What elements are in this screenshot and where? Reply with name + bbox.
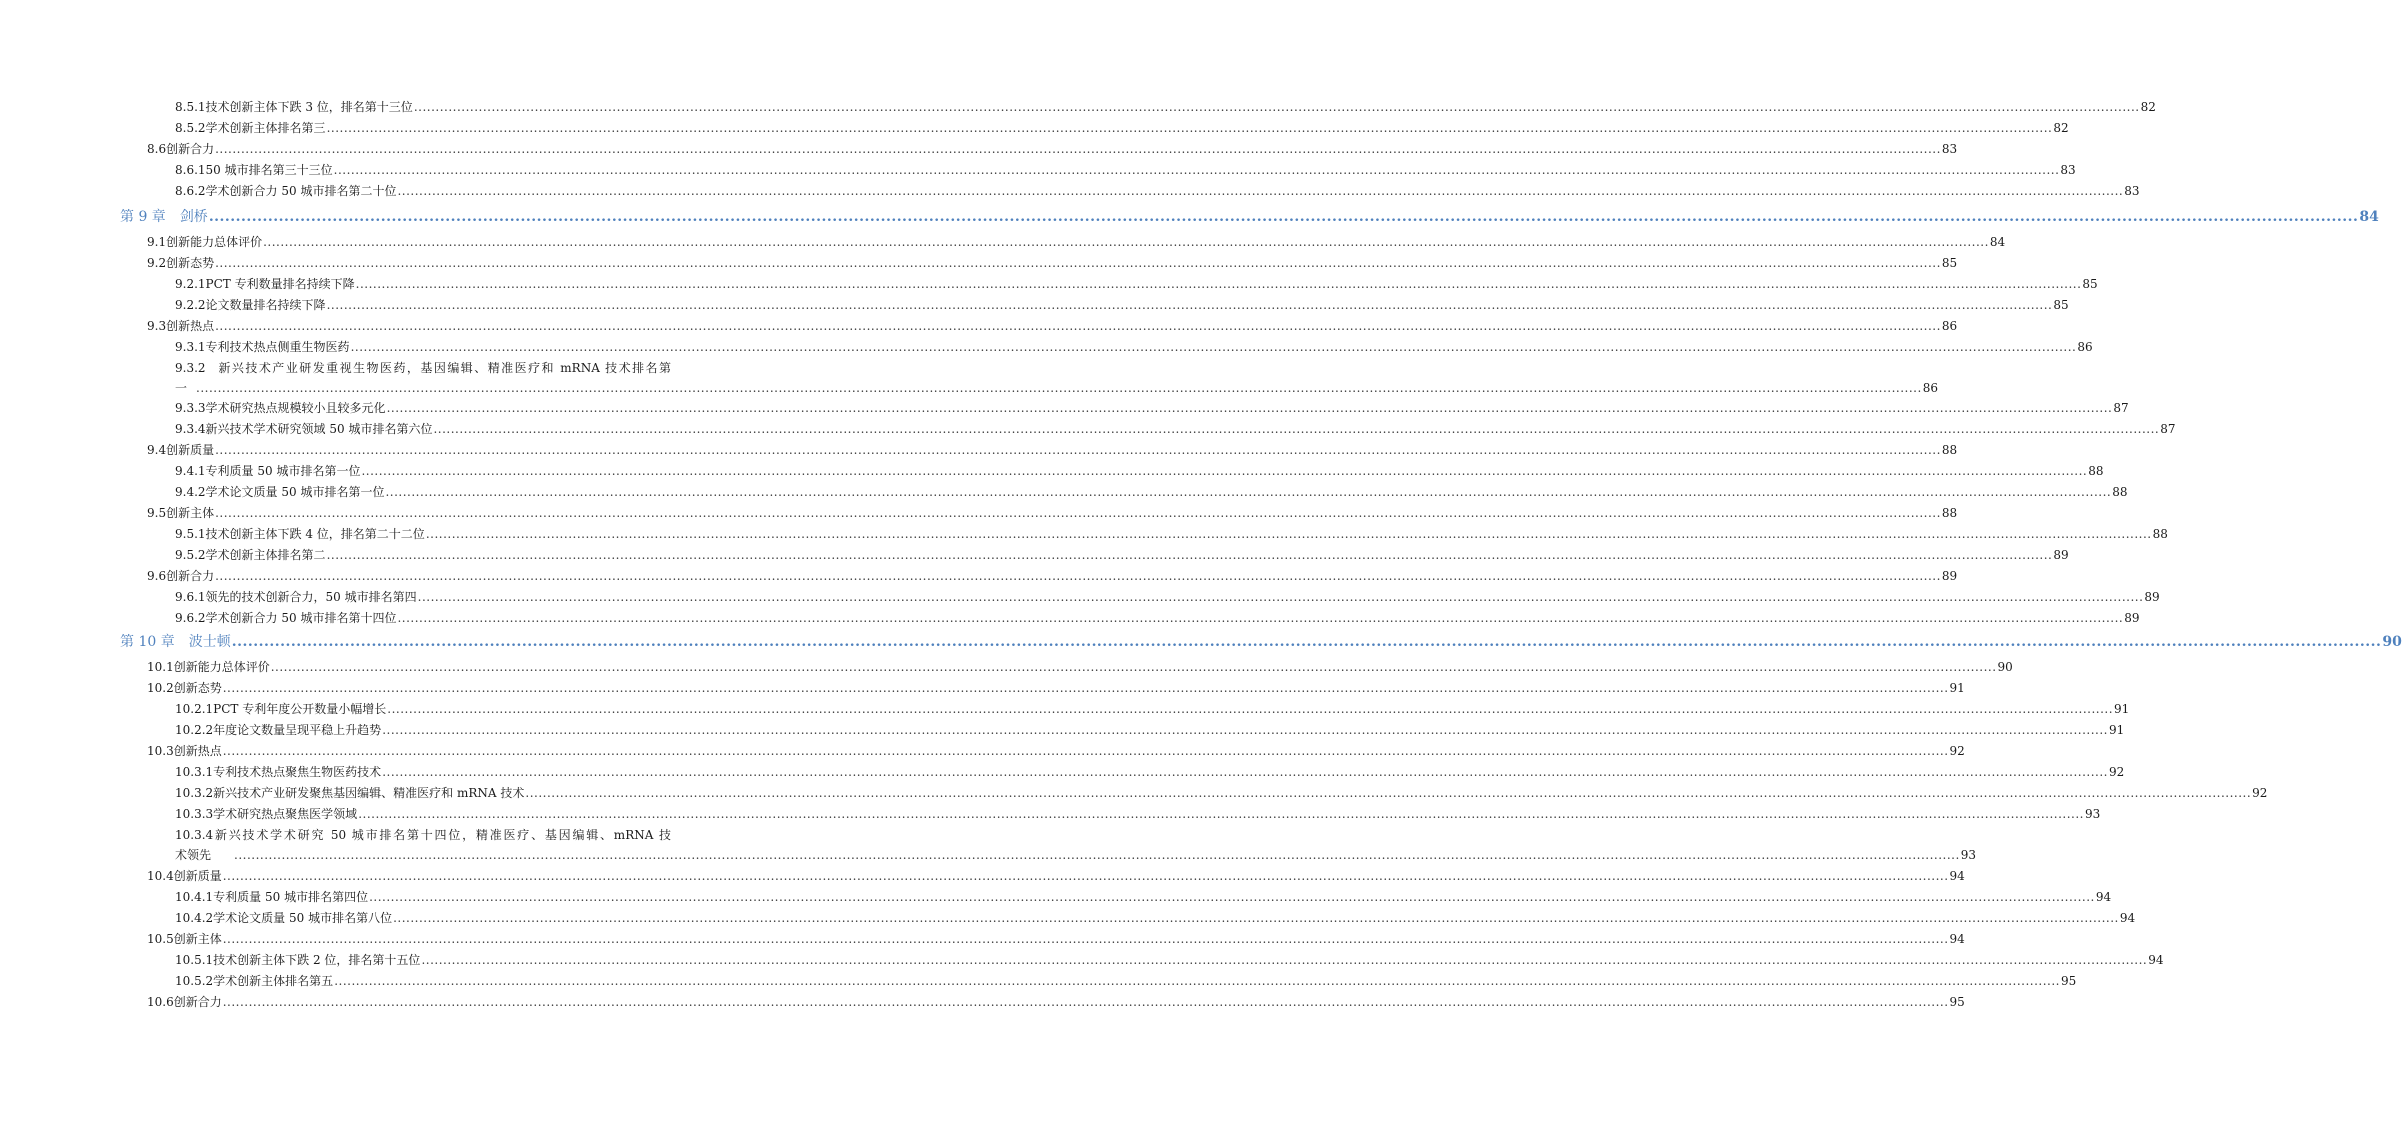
page-number: 93 <box>2084 807 2101 821</box>
toc-entry-number: 10.6 <box>147 995 174 1009</box>
toc-entry-line <box>147 566 1958 586</box>
toc-entry[interactable] <box>175 908 2136 928</box>
dot-leader: ................................................................................................................................................................................................................................................................................................................................................................................................................ <box>333 163 2060 177</box>
toc-entry[interactable] <box>147 866 1965 886</box>
toc-entry-number: 9.5 <box>147 506 167 520</box>
toc-entry[interactable] <box>175 398 2129 418</box>
toc-entry-line <box>175 608 2140 628</box>
toc-entry-title: 学术论文质量 50 城市排名第八位 <box>213 911 393 925</box>
toc-entry-line <box>175 358 671 378</box>
toc-entry-line <box>147 678 1965 698</box>
toc-entry-number: 8.5.1 <box>175 100 206 114</box>
toc-entry-line <box>175 181 2140 201</box>
dot-leader: ................................................................................................................................................................................................................................................................................................................................................................................................................ <box>215 256 1941 270</box>
toc-entry[interactable] <box>175 482 2128 502</box>
dot-leader: ................................................................................................................................................................................................................................................................................................................................................................................................................ <box>385 485 2112 499</box>
toc-entry-line <box>147 866 1965 886</box>
page-number: 86 <box>2077 340 2093 354</box>
dot-leader: ................................................................................................................................................................................................................................................................................................................................................................................................................ <box>222 681 1949 695</box>
toc-entry-line <box>147 657 2013 677</box>
toc-entry-title: 技术创新主体下跌 3 位，排名第十三位 <box>205 100 413 114</box>
toc-entry-title: 技术创新主体下跌 2 位，排名第十五位 <box>213 953 421 967</box>
toc-entry-number: 9.3 <box>147 319 167 333</box>
page-number: 86 <box>1941 319 1958 333</box>
dot-leader: ................................................................................................................................................................................................................................................................................................................................................................................................................ <box>215 319 1941 333</box>
toc-entry-title: 学术创新主体排名第三 <box>205 121 326 135</box>
dot-leader: ................................................................................................................................................................................................................................................................................................................................................................................................................ <box>417 590 2144 604</box>
toc-entry-number: 9.2 <box>147 256 167 270</box>
page-number: 85 <box>1941 256 1958 270</box>
toc-entry-number: 8.6.2 <box>175 184 206 198</box>
toc-entry-title: 50 城市排名第三十三位 <box>205 163 333 177</box>
dot-leader: ................................................................................................................................................................................................................................................................................................................................................................................................................ <box>326 298 2053 312</box>
dot-leader: ................................................................................................................................................................................................................................................................................................................................................................................................................ <box>215 142 1941 156</box>
dot-leader: ................................................................................................................................................................................................................................................................................................................................................................................................................ <box>387 702 2114 716</box>
toc-entry-title: 创新能力总体评价 <box>173 660 270 674</box>
page-number: 85 <box>2082 277 2098 291</box>
toc-entry-number: 10.2.1 <box>175 702 214 716</box>
dot-leader: ................................................................................................................................................................................................................................................................................................................................................................................................................ <box>234 848 1960 862</box>
toc-entry[interactable] <box>147 440 1958 460</box>
toc-entry[interactable] <box>147 678 1965 698</box>
dot-leader: ................................................................................................................................................................................................................................................................................................................................................................................................................ <box>382 723 2108 737</box>
toc-entry[interactable] <box>147 316 1958 336</box>
toc-entry[interactable] <box>175 608 2140 628</box>
page-number: 94 <box>2119 911 2136 925</box>
toc-entry-line <box>175 97 2156 117</box>
toc-entry[interactable] <box>175 419 2176 439</box>
dot-leader: ................................................................................................................................................................................................................................................................................................................................................................................................................ <box>208 209 2359 225</box>
toc-entry-title: 新兴技术学术研究 50 城市排名第十四位，精准医疗、基因编辑、mRNA 技 <box>213 828 671 842</box>
toc-entry-line <box>175 908 2136 928</box>
toc-entry-number: 9.3.1 <box>175 340 206 354</box>
toc-entry[interactable] <box>175 699 2130 719</box>
toc-entry-title: 论文数量排名持续下降 <box>205 298 326 312</box>
toc-entry-line <box>175 762 2125 782</box>
toc-entry-title: PCT 专利年度公开数量小幅增长 <box>213 702 387 716</box>
toc-entry[interactable] <box>175 825 1977 865</box>
toc-entry[interactable] <box>147 253 1958 273</box>
page-number: 92 <box>2108 765 2125 779</box>
dot-leader: ................................................................................................................................................................................................................................................................................................................................................................................................................ <box>413 100 2140 114</box>
dot-leader: ................................................................................................................................................................................................................................................................................................................................................................................................................ <box>369 890 2095 904</box>
toc-entry-title: 创新能力总体评价 <box>166 235 263 249</box>
dot-leader: ................................................................................................................................................................................................................................................................................................................................................................................................................ <box>215 569 1941 583</box>
page-number: 87 <box>2160 422 2176 436</box>
toc-entry-line <box>147 992 1965 1012</box>
toc-entry-title: 创新合力 <box>173 995 222 1009</box>
toc-entry-line <box>147 929 1965 949</box>
toc-entry-number: 9.2.2 <box>175 298 206 312</box>
toc-entry-line <box>175 950 2164 970</box>
toc-entry[interactable] <box>175 887 2112 907</box>
toc-entry-line <box>120 207 2379 227</box>
toc-entry-line <box>147 741 1965 761</box>
dot-leader: ................................................................................................................................................................................................................................................................................................................................................................................................................ <box>222 932 1949 946</box>
toc-entry-number: 10.3.1 <box>175 765 214 779</box>
toc-entry[interactable] <box>175 181 2140 201</box>
dot-leader: ................................................................................................................................................................................................................................................................................................................................................................................................................ <box>215 443 1941 457</box>
toc-entry-title: 创新热点 <box>166 319 215 333</box>
toc-entry-line <box>175 804 2101 824</box>
toc-entry-title: 创新态势 <box>173 681 222 695</box>
page-number: 91 <box>2108 723 2125 737</box>
page-number: 84 <box>1989 235 2006 249</box>
page-number: 89 <box>2144 590 2160 604</box>
toc-entry-number: 9.6.2 <box>175 611 206 625</box>
page-number: 88 <box>2112 485 2128 499</box>
toc-entry-line <box>147 316 1958 336</box>
toc-entry-line <box>175 160 2076 180</box>
page-number: 90 <box>2382 634 2402 650</box>
toc-entry-line <box>147 139 1958 159</box>
toc-entry-title: 新兴技术产业研发聚焦基因编辑、精准医疗和 mRNA 技术 <box>213 786 525 800</box>
page-number: 82 <box>2140 100 2156 114</box>
toc-entry-title: 新兴技术产业研发重视生物医药，基因编辑、精准医疗和 mRNA 技术排名第 <box>217 361 671 375</box>
toc-entry-title: 技术创新主体下跌 4 位，排名第二十二位 <box>205 527 425 541</box>
toc-entry-line <box>147 440 1958 460</box>
toc-entry[interactable] <box>175 545 2069 565</box>
page-number: 88 <box>1941 506 1958 520</box>
dot-leader: ................................................................................................................................................................................................................................................................................................................................................................................................................ <box>382 765 2108 779</box>
page-number: 89 <box>1941 569 1958 583</box>
toc-entry-title: 学术创新主体排名第二 <box>205 548 326 562</box>
dot-leader: ................................................................................................................................................................................................................................................................................................................................................................................................................ <box>358 807 2084 821</box>
dot-leader: ................................................................................................................................................................................................................................................................................................................................................................................................................ <box>397 611 2124 625</box>
toc-entry-title: 创新主体 <box>173 932 222 946</box>
toc-entry-title: 创新合力 <box>166 569 215 583</box>
toc-entry-line <box>175 971 2077 991</box>
toc-entry-number: 10.3.4 <box>175 828 214 842</box>
toc-entry-title: 专利技术热点聚焦生物医药技术 <box>213 765 382 779</box>
toc-entry-number: 9.4.2 <box>175 485 206 499</box>
toc-entry[interactable] <box>147 139 1958 159</box>
toc-entry-line <box>175 699 2130 719</box>
page-number: 86 <box>1922 381 1939 395</box>
chapter-entry[interactable] <box>120 632 2402 652</box>
page-number: 83 <box>1941 142 1958 156</box>
toc-entry-line <box>175 825 671 845</box>
toc-entry-title: 年度论文数量呈现平稳上升趋势 <box>213 723 382 737</box>
toc-entry[interactable] <box>175 160 2076 180</box>
toc-entry-number: 9.3.3 <box>175 401 206 415</box>
dot-leader: ................................................................................................................................................................................................................................................................................................................................................................................................................ <box>334 974 2060 988</box>
toc-entry-number: 10.3.2 <box>175 786 214 800</box>
toc-entry-line <box>147 503 1958 523</box>
dot-leader: ................................................................................................................................................................................................................................................................................................................................................................................................................ <box>215 506 1941 520</box>
toc-entry[interactable] <box>175 337 2093 357</box>
toc-entry-number: 9.2.1 <box>175 277 206 291</box>
toc-entry-number: 9.1 <box>147 235 167 249</box>
toc-entry-title: 创新热点 <box>173 744 222 758</box>
toc-entry-number: 9.4.1 <box>175 464 206 478</box>
toc-entry-title: 学术论文质量 50 城市排名第一位 <box>205 485 385 499</box>
toc-entry-title: PCT 专利数量排名持续下降 <box>205 277 355 291</box>
toc-entry-number: 9.3.2 <box>175 361 206 375</box>
toc-entry[interactable] <box>175 461 2104 481</box>
page-number: 95 <box>1949 995 1965 1009</box>
toc-entry-number: 10.4.2 <box>175 911 214 925</box>
toc-entry-number: 8.5.2 <box>175 121 206 135</box>
page-number: 88 <box>1941 443 1958 457</box>
dot-leader: ................................................................................................................................................................................................................................................................................................................................................................................................................ <box>361 464 2088 478</box>
toc-entry-title-continued: 术领先 <box>175 848 212 862</box>
dot-leader: ................................................................................................................................................................................................................................................................................................................................................................................................................ <box>433 422 2160 436</box>
toc-entry-number: 10.5 <box>147 932 174 946</box>
toc-entry-line <box>175 118 2069 138</box>
toc-entry-title: 创新态势 <box>166 256 215 270</box>
toc-entry-title: 学术创新主体排名第五 <box>213 974 334 988</box>
chapter-entry[interactable] <box>120 207 2379 227</box>
toc-entry[interactable] <box>175 97 2156 117</box>
toc-entry-line <box>175 524 2168 544</box>
page-number: 87 <box>2113 401 2129 415</box>
toc-entry-number: 9.3.4 <box>175 422 206 436</box>
toc-entry-line <box>175 274 2098 294</box>
toc-entry[interactable] <box>175 762 2125 782</box>
toc-entry-title: 专利质量 50 城市排名第一位 <box>205 464 361 478</box>
chapter-title: 剑桥 <box>179 209 208 225</box>
page-number: 82 <box>2053 121 2069 135</box>
toc-entry[interactable] <box>147 566 1958 586</box>
toc-entry-line <box>175 461 2104 481</box>
toc-entry-number: 10.4.1 <box>175 890 214 904</box>
toc-entry-title: 创新质量 <box>173 869 222 883</box>
toc-entry[interactable] <box>175 720 2125 740</box>
page-number: 89 <box>2053 548 2069 562</box>
page-number: 91 <box>1949 681 1965 695</box>
dot-leader: ................................................................................................................................................................................................................................................................................................................................................................................................................ <box>222 995 1949 1009</box>
dot-leader: ................................................................................................................................................................................................................................................................................................................................................................................................................ <box>350 340 2077 354</box>
page-number: 94 <box>2095 890 2112 904</box>
dot-leader: ................................................................................................................................................................................................................................................................................................................................................................................................................ <box>326 548 2053 562</box>
toc-entry-number: 10.3.3 <box>175 807 214 821</box>
dot-leader: ................................................................................................................................................................................................................................................................................................................................................................................................................ <box>393 911 2119 925</box>
page-number: 83 <box>2060 163 2076 177</box>
toc-entry[interactable] <box>147 503 1958 523</box>
toc-entry-number: 9.4 <box>147 443 167 457</box>
toc-entry[interactable] <box>175 274 2098 294</box>
page-number: 89 <box>2124 611 2140 625</box>
page-number: 88 <box>2152 527 2168 541</box>
toc-entry-title-continued: 一 <box>175 381 188 395</box>
dot-leader: ................................................................................................................................................................................................................................................................................................................................................................................................................ <box>196 381 1922 395</box>
toc-entry-title: 专利技术热点侧重生物医药 <box>205 340 350 354</box>
page-number: 93 <box>1960 848 1977 862</box>
toc-entry-line <box>175 545 2069 565</box>
toc-entry-line <box>175 887 2112 907</box>
toc-entry-title: 专利质量 50 城市排名第四位 <box>213 890 369 904</box>
toc-entry-line <box>175 482 2128 502</box>
toc-entry-line <box>175 720 2125 740</box>
dot-leader: ................................................................................................................................................................................................................................................................................................................................................................................................................ <box>222 744 1949 758</box>
toc-entry-title: 创新主体 <box>166 506 215 520</box>
dot-leader: ................................................................................................................................................................................................................................................................................................................................................................................................................ <box>397 184 2124 198</box>
toc-entry-line <box>120 632 2402 652</box>
page-number: 92 <box>1949 744 1965 758</box>
toc-entry[interactable] <box>175 971 2077 991</box>
toc-entry-line <box>175 845 1977 865</box>
dot-leader: ................................................................................................................................................................................................................................................................................................................................................................................................................ <box>421 953 2148 967</box>
toc-entry[interactable] <box>175 118 2069 138</box>
toc-entry-line <box>147 253 1958 273</box>
toc-entry[interactable] <box>147 741 1965 761</box>
chapter-title: 波士顿 <box>188 634 231 650</box>
toc-entry-title: 学术创新合力 50 城市排名第二十位 <box>205 184 397 198</box>
toc-entry-number: 10.3 <box>147 744 174 758</box>
page-number: 84 <box>2359 209 2379 225</box>
toc-entry[interactable] <box>175 295 2069 315</box>
dot-leader: ................................................................................................................................................................................................................................................................................................................................................................................................................ <box>525 786 2252 800</box>
toc-entry-number: 8.6 <box>147 142 167 156</box>
toc-entry-line <box>175 337 2093 357</box>
toc-entry-number: 9.6.1 <box>175 590 206 604</box>
toc-entry-line <box>175 295 2069 315</box>
toc-entry[interactable] <box>175 950 2164 970</box>
toc-entry-line <box>175 783 2268 803</box>
toc-entry-number: 8.6.1 <box>175 163 206 177</box>
dot-leader: ................................................................................................................................................................................................................................................................................................................................................................................................................ <box>386 401 2113 415</box>
toc-entry-title: 学术创新合力 50 城市排名第十四位 <box>205 611 397 625</box>
toc-entry-line <box>147 232 2006 252</box>
dot-leader: ................................................................................................................................................................................................................................................................................................................................................................................................................ <box>355 277 2082 291</box>
toc-entry-line <box>175 419 2176 439</box>
dot-leader: ................................................................................................................................................................................................................................................................................................................................................................................................................ <box>326 121 2053 135</box>
chapter-number: 第 10 章 <box>120 634 175 650</box>
toc-entry-line <box>175 587 2160 607</box>
toc-entry-number: 10.5.1 <box>175 953 214 967</box>
toc-entry-number: 10.2.2 <box>175 723 214 737</box>
toc-entry-number: 10.4 <box>147 869 174 883</box>
dot-leader: ................................................................................................................................................................................................................................................................................................................................................................................................................ <box>425 527 2152 541</box>
toc-entry-number: 9.5.2 <box>175 548 206 562</box>
toc-entry[interactable] <box>175 358 1939 398</box>
toc-entry-number: 9.5.1 <box>175 527 206 541</box>
page-number: 94 <box>1949 869 1965 883</box>
page-number: 90 <box>1997 660 2013 674</box>
dot-leader: ................................................................................................................................................................................................................................................................................................................................................................................................................ <box>222 869 1949 883</box>
toc-entry[interactable] <box>147 657 2013 677</box>
chapter-number: 第 9 章 <box>120 209 166 225</box>
toc-entry[interactable] <box>175 587 2160 607</box>
toc-entry-title: 新兴技术学术研究领域 50 城市排名第六位 <box>205 422 433 436</box>
page-number: 83 <box>2124 184 2140 198</box>
page-number: 95 <box>2060 974 2077 988</box>
page-number: 88 <box>2088 464 2104 478</box>
toc-entry[interactable] <box>175 783 2268 803</box>
dot-leader: ................................................................................................................................................................................................................................................................................................................................................................................................................ <box>270 660 1997 674</box>
toc-entry-line <box>175 378 1939 398</box>
toc-entry-title: 创新合力 <box>166 142 215 156</box>
page-number: 94 <box>2148 953 2164 967</box>
dot-leader: ................................................................................................................................................................................................................................................................................................................................................................................................................ <box>231 634 2382 650</box>
toc-entry-number: 10.1 <box>147 660 174 674</box>
toc-entry-title: 学术研究热点规模较小且较多元化 <box>205 401 386 415</box>
dot-leader: ................................................................................................................................................................................................................................................................................................................................................................................................................ <box>263 235 1989 249</box>
toc-entry-title: 领先的技术创新合力，50 城市排名第四 <box>205 590 417 604</box>
toc-entry-number: 9.6 <box>147 569 167 583</box>
toc-entry-title: 创新质量 <box>166 443 215 457</box>
toc-entry[interactable] <box>147 992 1965 1012</box>
toc-entry[interactable] <box>175 524 2168 544</box>
toc-entry[interactable] <box>147 929 1965 949</box>
page-number: 94 <box>1949 932 1965 946</box>
page-number: 91 <box>2114 702 2130 716</box>
toc-entry-number: 10.2 <box>147 681 174 695</box>
toc-entry[interactable] <box>175 804 2101 824</box>
toc-entry-line <box>175 398 2129 418</box>
page-number: 92 <box>2252 786 2268 800</box>
page-number: 85 <box>2053 298 2069 312</box>
toc-entry[interactable] <box>147 232 2006 252</box>
toc-entry-number: 10.5.2 <box>175 974 214 988</box>
toc-entry-title: 学术研究热点聚焦医学领域 <box>213 807 358 821</box>
